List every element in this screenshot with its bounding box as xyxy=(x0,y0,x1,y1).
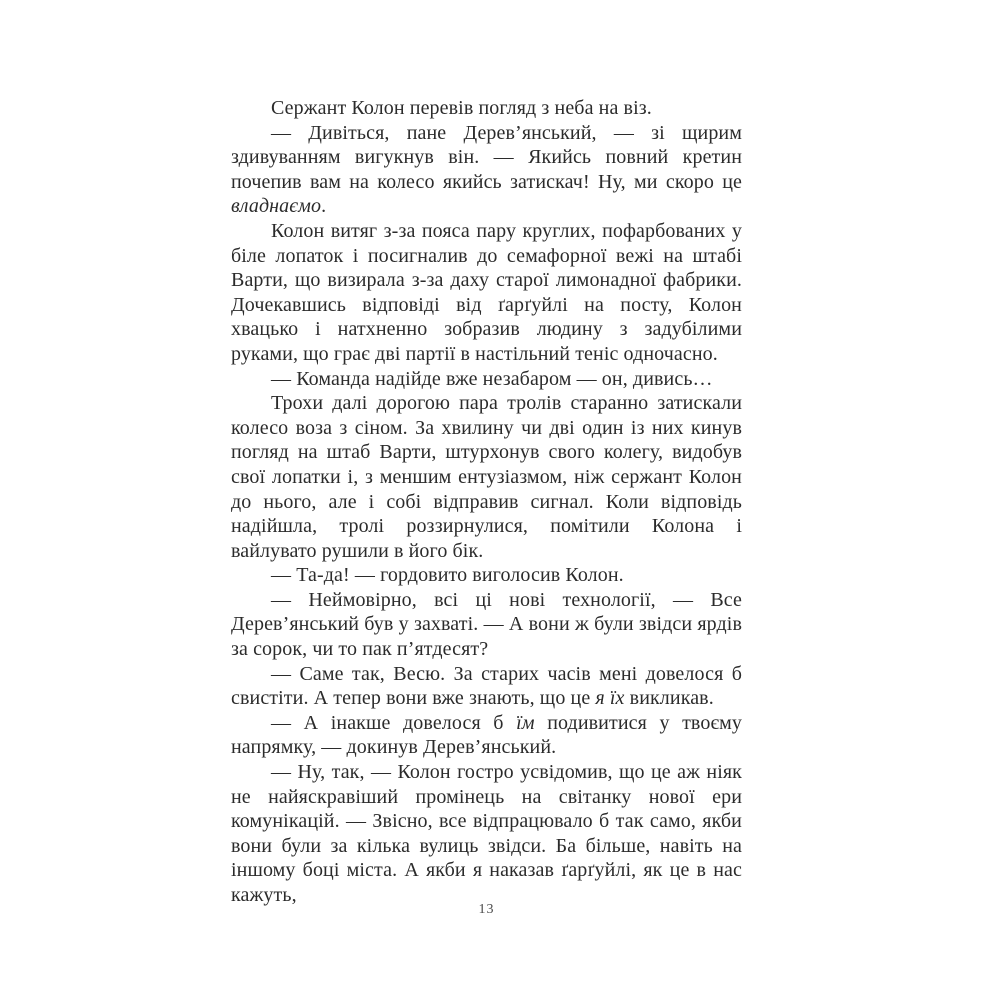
paragraph xyxy=(231,563,742,588)
text-run: Колон витяг з-за пояса пару круглих, пофарбованих у біле лопаток і посигналив до семафорної вежі на штабі Варти, що визирала з-за даху старої лимонадної фабрики. Дочекавшись відповіді від ґарґуйлі на посту, Колон хвацько і натхненно зобразив людину з задубілими руками, що грає дві партії в настільний теніс одночасно. xyxy=(231,219,742,365)
text-run: — Неймовірно, всі ці нові технології, — Все Дерев’янський був у захваті. — А вони ж були звідси ярдів за сорок, чи то пак п’ятдесят? xyxy=(231,588,742,661)
text-run: — А інакше довелося б xyxy=(271,711,517,734)
italic-text-run: я їх xyxy=(595,687,625,710)
paragraph xyxy=(231,121,742,219)
paragraph xyxy=(231,96,742,121)
paragraph xyxy=(231,588,742,662)
page-text-block xyxy=(231,96,742,908)
text-run: — Саме так, Весю. За старих часів мені довелося б свистіти. А тепер вони вже знають, що це xyxy=(231,662,742,710)
paragraph xyxy=(231,711,742,760)
paragraph xyxy=(231,760,742,908)
text-run: Сержант Колон перевів погляд з неба на віз. xyxy=(271,97,652,119)
text-run: . xyxy=(321,195,327,218)
text-run: Трохи далі дорогою пара тролів старанно затискали колесо воза з сіном. За хвилину чи дві один із них кинув погляд на штаб Варти, штурхонув свого колегу, видобув свої лопатки і, з меншим ентузіазмом, ніж сержант Колон до нього, але і собі відправив сигнал. Коли відповідь надійшла, тролі роззирнулися, помітили Колона і вайлувато рушили в його бік. xyxy=(231,392,742,562)
text-run: — Команда надійде вже незабаром — он, дивись… xyxy=(271,367,713,390)
italic-text-run: їм xyxy=(516,711,535,734)
text-run: викликав. xyxy=(624,687,714,710)
paragraph xyxy=(231,367,742,392)
page-number: 13 xyxy=(478,902,495,917)
italic-text-run: владнаємо xyxy=(231,195,322,218)
text-run: — Та-да! — гордовито виголосив Колон. xyxy=(271,564,624,587)
paragraph xyxy=(231,219,742,367)
text-run: — Ну, так, — Колон гостро усвідомив, що це аж ніяк не найяскравіший промінець на світанку нової ери комунікацій. — Звісно, все відпрацювало б так само, якби вони були за кілька вулиць звідси. Ба більше, навіть на іншому боці міста. А якби я наказав ґарґуйлі, як це в нас кажуть, xyxy=(231,761,742,906)
paragraph xyxy=(231,391,742,563)
text-run: подивитися у твоєму напрямку, — докинув Дерев’янський. xyxy=(231,711,742,759)
paragraph xyxy=(231,662,742,711)
text-run: — Дивіться, пане Дерев’янський, — зі щирим здивуванням вигукнув він. — Якийсь повний кретин почепив вам на колесо якийсь затискач! Ну, ми скоро це xyxy=(231,121,742,193)
